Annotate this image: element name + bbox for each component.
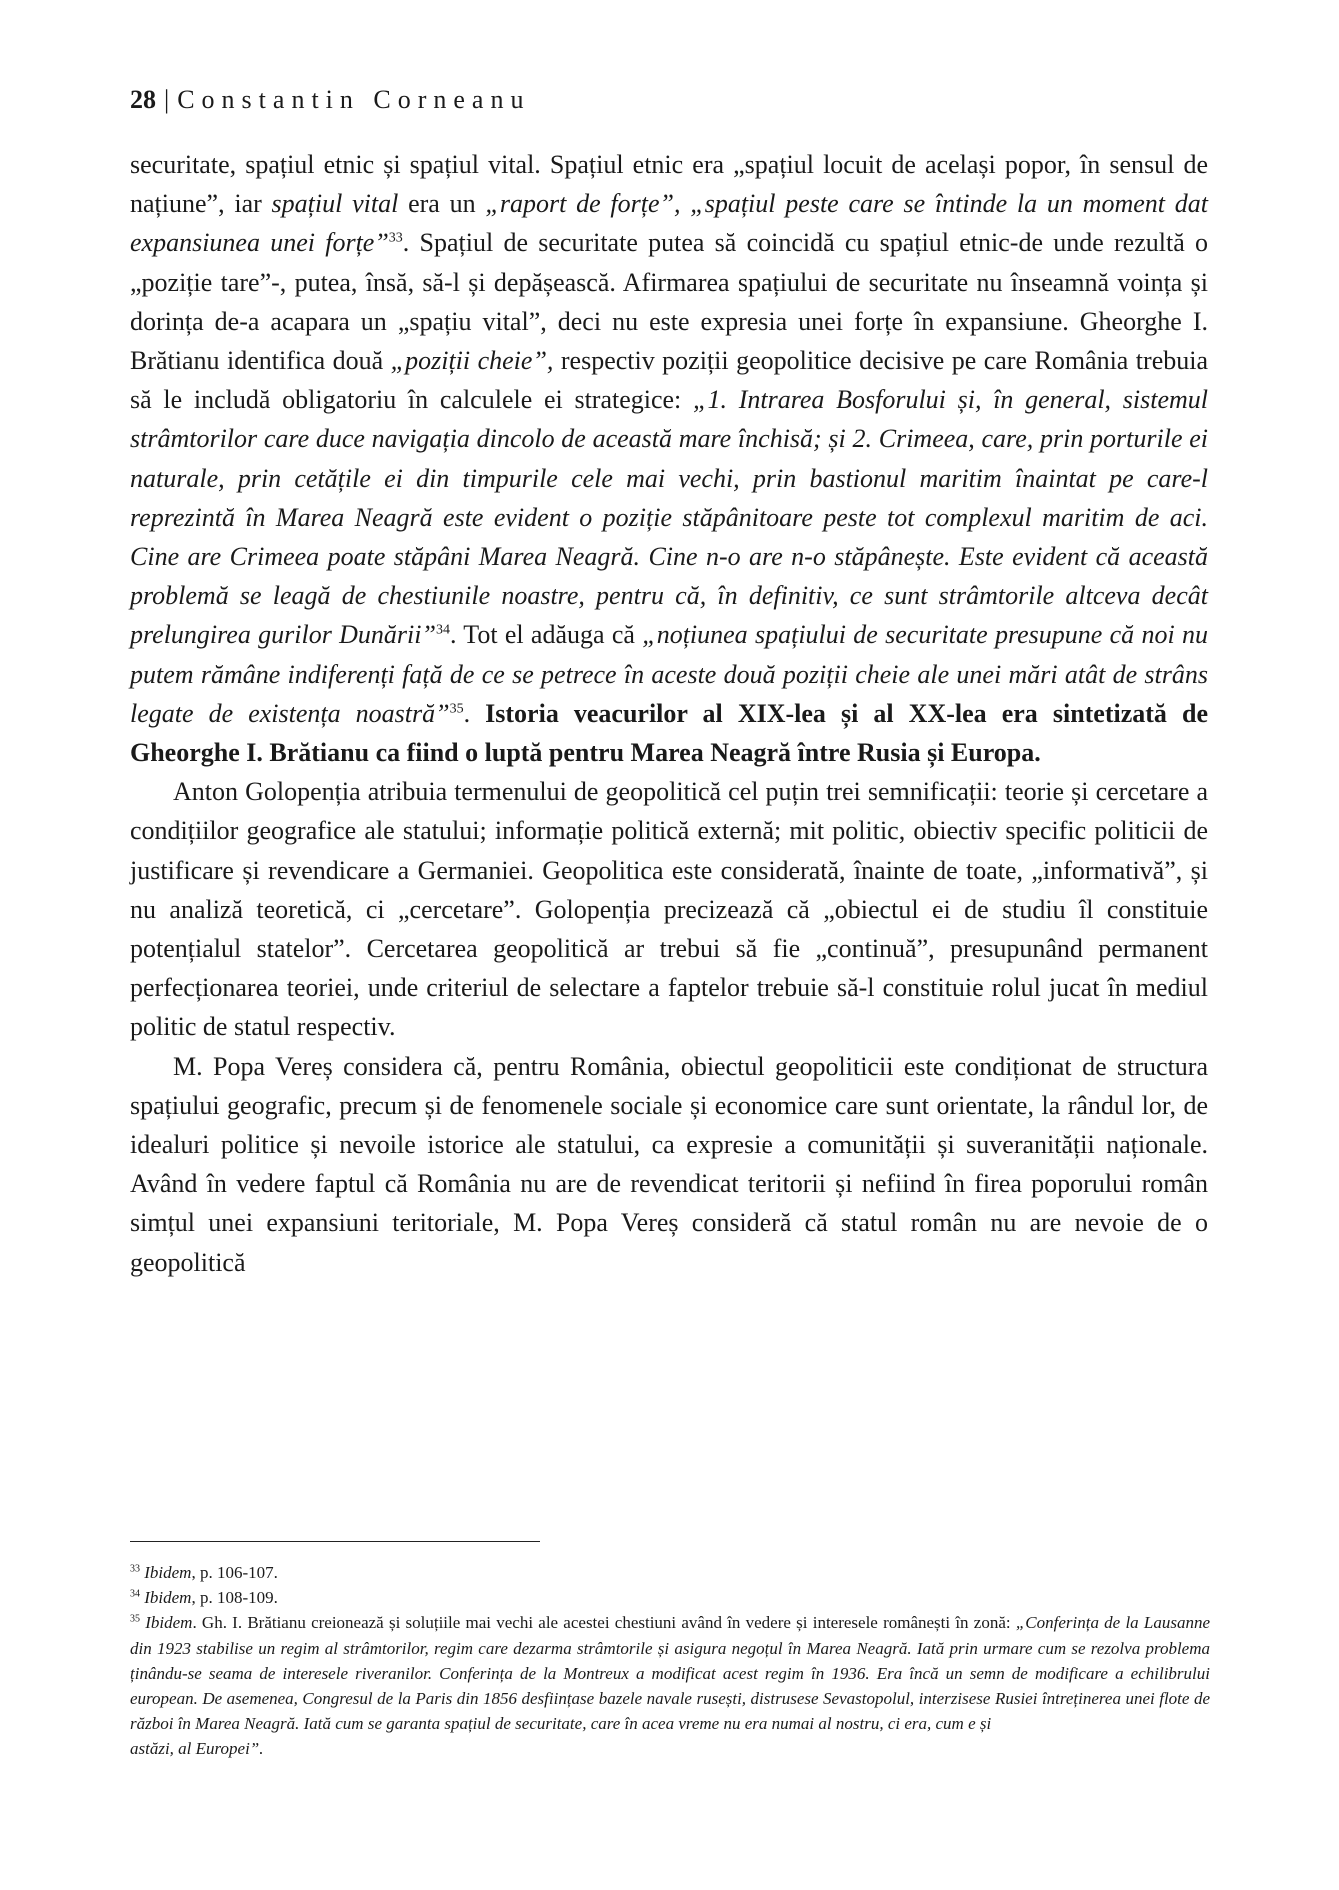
paragraph-1 [130, 145, 1208, 772]
footnote-number: 34 [130, 1588, 140, 1600]
italic-run: „poziții cheie”, [390, 346, 554, 376]
footnote-34 [130, 1585, 1210, 1610]
footnote-ref-text: Ibidem [144, 1563, 192, 1582]
italic-run: spațiul vital [271, 189, 399, 219]
footnote-divider [130, 1541, 540, 1542]
footnote-ref-35[interactable]: 35 [449, 701, 464, 717]
footnote-ref-33[interactable]: 33 [388, 230, 403, 246]
bold-run: Istoria veacurilor al XIX-lea și al XX-lea era sintetizată de Gheorghe I. Brătianu ca fiind o luptă pentru Marea Neagră între Rusia și Europa. [130, 698, 1208, 768]
footnote-35 [130, 1610, 1210, 1761]
footnote-ref-34[interactable]: 34 [435, 622, 450, 638]
paragraph-3: M. Popa Vereș considera că, pentru România, obiectul geopoliticii este condiționat de structura spațiului geografic, precum și de fenomenele sociale și economice care sunt orientate, la rândul lor, de idealuri politice și nevoile istorice ale statului, ca expresie a comunității și suveranității naționale. Având în vedere faptul că România nu are de revendicat teritorii și nefiind în firea poporului român simțul unei expansiuni teritoriale, M. Popa Vereș consideră că statul român nu are nevoie de o geopolitică [130, 1051, 1208, 1277]
text-run: . Tot el adăuga că [449, 620, 643, 650]
footnote-ref-text: Ibidem [144, 1588, 192, 1608]
footnote-ref-text: Ibidem [145, 1613, 193, 1633]
footnote-quote: „Conferința de la Lausanne din 1923 stabilise un regim al strâmtorilor, regim care dezarma strâmtorile și asigura negoțul în Marea Neagră. Iată prin urmare cum se rezolva problema ținându-se seama de interesele riveranilor. Conferința de la Montreux a modificat acest regim în 1936. Era încă un semn de modificare a echilibrului european. De asemenea, Congresul de la Paris din 1856 desființase bazele navale rusești, distrusese Sevastopolul, interzisese Rusiei întreținerea unei flote de război în Marea Neagră. Iată cum se garanta spațiul de securitate, care în acea vreme nu era numai al nostru, ci era, cum e și [130, 1613, 1211, 1734]
body-text [130, 145, 1208, 1282]
text-run: respectiv poziții geopolitice decisive pe care România trebuia să le includă obligatoriu în calculele ei strategice: [130, 346, 1208, 415]
footnote-text: , p. 108-109. [191, 1588, 278, 1608]
running-header [130, 84, 530, 116]
footnote-33 [130, 1560, 1210, 1585]
text-run: era un [398, 189, 486, 219]
footnote-text: , p. 106-107. [191, 1563, 278, 1582]
text-run: . Spațiul de securitate putea să coincidă cu spațiul etnic-de unde rezultă o „poziție tare”-, putea, însă, să-l și depășească. Afirmarea spațiului de securitate nu înseamnă voința și dorința de-a acapara un „spațiu vital”, deci nu este expresia unei forțe în expansiune. Gheorghe I. Brătianu identifica două [130, 228, 1208, 376]
paragraph-2: Anton Golopenția atribuia termenului de geopolitică cel puțin trei semnificații: teorie și cercetare a condițiilor geografice ale statului; informație politică externă; mit politic, obiectiv specific politicii de justificare și revendicare a Germaniei. Geopolitica este considerată, înainte de toate, „informativă”, și nu analiză teoretică, ci „cercetare”. Golopenția precizează că „obiectul ei de studiu îl constituie potențialul statelor”. Cercetarea geopolitică ar trebui să fie „continuă”, presupunând permanent perfecționarea teoriei, unde criteriul de selectare a faptelor trebuie să-l constituie rolul jucat în mediul politic de statul respectiv. [130, 777, 1208, 1042]
italic-run: „raport de forțe”, „spațiul peste care se întinde la un moment dat expansiunea unei forțe” [130, 189, 1209, 258]
text-run: securitate, spațiul etnic și spațiul vital. Spațiul etnic era „spațiul locuit de același popor, în sensul de națiune”, iar [130, 150, 1208, 219]
italic-run: „noțiunea spațiului de securitate presupune că noi nu putem rămâne indiferenți față de ce se petrece în aceste două poziții cheie ale unei mări atât de strâns legate de existența noastră” [130, 620, 1208, 728]
text-run: . [463, 698, 486, 728]
footnote-number: 35 [130, 1613, 140, 1625]
footnote-quote-end: astăzi, al Europei”. [130, 1739, 264, 1759]
page-number: 28 [130, 85, 156, 114]
italic-run: „1. Intrarea Bosforului și, în general, sistemul strâmtorilor care duce navigația dincolo de această mare închisă; și 2. Crimeea, care, prin porturile ei naturale, prin cetățile ei din timpurile cele mai vechi, prin bastionul maritim înaintat pe care-l reprezintă în Marea Neagră este evident o poziție stăpânitoare peste tot complexul maritim de aci. Cine are Crimeea poate stăpâni Marea Neagră. Cine n-o are n-o stăpânește. Este evident că această problemă se leagă de chestiunile noastre, pentru că, în definitiv, ce sunt strâmtorile altceva decât prelungirea gurilor Dunării” [130, 385, 1209, 650]
header-separator: | [164, 85, 170, 114]
footnote-text: . Gh. I. Brătianu creionează și soluțiile mai vechi ale acestei chestiuni având în vedere și interesele românești în zonă: [192, 1613, 1016, 1633]
header-author: Constantin Corneanu [177, 85, 531, 114]
footnotes [130, 1560, 1210, 1762]
footnote-number: 33 [130, 1563, 140, 1575]
